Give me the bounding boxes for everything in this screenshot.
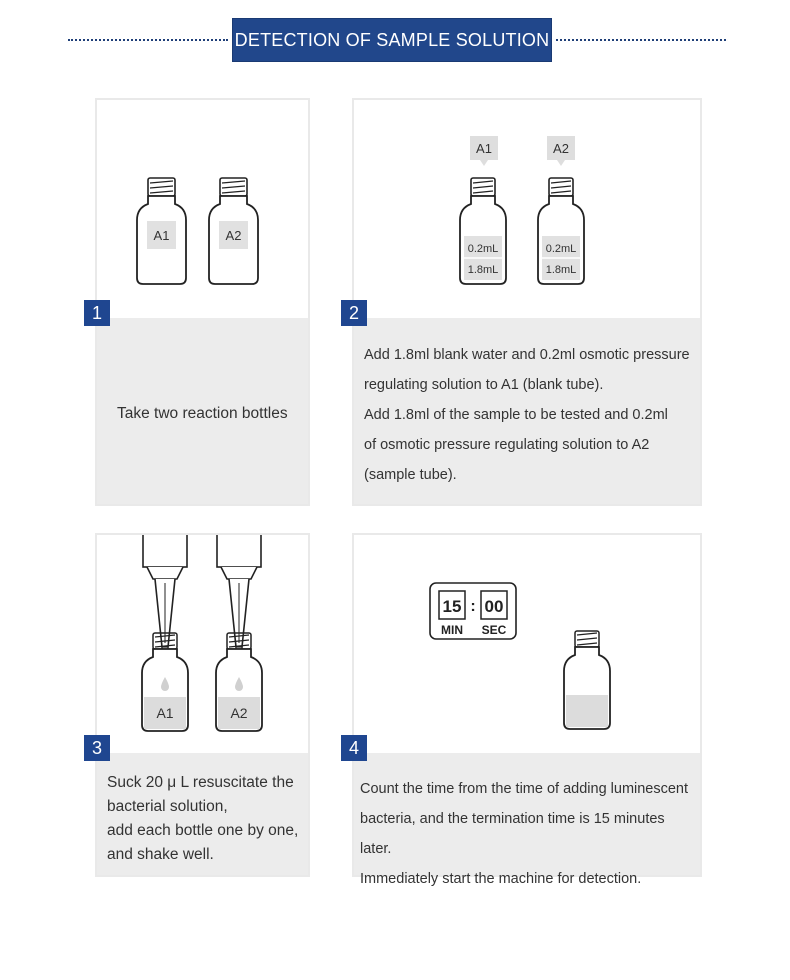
bottle-tag: A1 [476,141,492,156]
two-bottles-icon [97,100,308,318]
text-line: bacteria, and the termination time is 15 minutes later. [360,811,665,857]
volume-label: 0.2mL [545,243,577,255]
header-divider-left [68,39,228,41]
step-1-illustration [97,100,308,318]
step-2-text-panel [354,318,700,504]
text-line: Count the time from the time of adding luminescent [360,781,689,797]
timer-icon [430,583,516,639]
timer-minutes: 15 [442,597,462,616]
timer-sec-label: SEC [481,623,507,637]
bottle-label: A1 [153,228,170,243]
text-line: bacterial solution, [107,798,228,815]
step-2-card [352,98,702,506]
timer-min-label: MIN [441,623,463,637]
step-1-text-panel [97,318,308,504]
step-4-illustration [354,535,700,753]
step-2-text [364,340,690,490]
bottle-tag: A2 [553,141,569,156]
step-1-number: 1 [84,300,110,326]
step-1-card [95,98,310,506]
text-line: Add 1.8ml of the sample to be tested and 0.2ml [364,407,668,423]
text-line: (sample tube). [364,467,457,483]
step-4-text-panel [354,753,700,887]
section-title: DETECTION OF SAMPLE SOLUTION [232,18,552,62]
step-3-card [95,533,310,877]
bottle-label: A1 [156,705,174,721]
timer-bottle-icon [354,535,700,753]
header-divider-right [556,39,726,41]
step-1-text: Take two reaction bottles [117,405,288,422]
step-2-illustration [354,100,700,318]
step-3-illustration [97,535,308,753]
step-2-number: 2 [341,300,367,326]
timer-separator: : [470,598,476,615]
text-line: Add 1.8ml blank water and 0.2ml osmotic pressure [364,347,690,363]
bottle-label: A2 [225,228,242,243]
text-line: and shake well. [107,846,214,863]
text-line: add each bottle one by one, [107,822,299,839]
volume-label: 1.8mL [467,264,499,276]
step-3-number: 3 [84,735,110,761]
step-3-text-panel [97,753,308,875]
text-line: of osmotic pressure regulating solution to A2 [364,437,650,453]
timer-seconds: 00 [484,597,504,616]
text-line: Immediately start the machine for detection. [360,871,642,887]
measured-bottles-icon [354,100,700,318]
step-4-text [360,774,700,894]
text-line: Suck 20 μ L resuscitate the [107,774,294,791]
step-3-text [107,771,298,867]
step-4-number: 4 [341,735,367,761]
bottle-icon [564,631,610,729]
step-4-card [352,533,702,887]
pipette-bottles-icon [97,535,308,753]
volume-label: 1.8mL [545,264,577,276]
text-line: regulating solution to A1 (blank tube). [364,377,604,393]
volume-label: 0.2mL [467,243,499,255]
bottle-label: A2 [230,705,248,721]
